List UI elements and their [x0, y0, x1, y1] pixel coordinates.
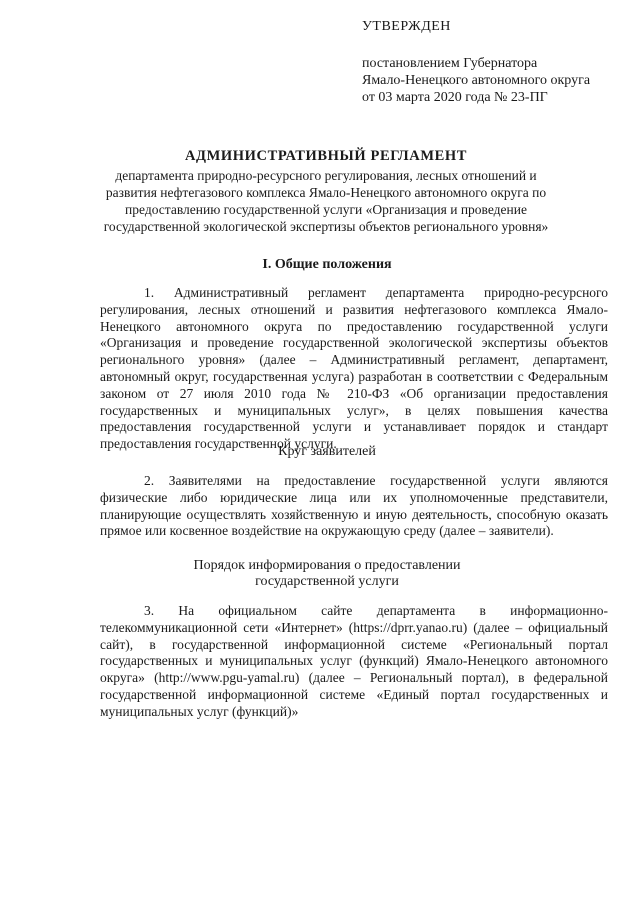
- section-heading-applicants: Круг заявителей: [278, 444, 376, 459]
- approval-block: [362, 18, 622, 106]
- approval-line-3: от 03 марта 2020 года № 23-ПГ: [362, 90, 548, 105]
- document-title: АДМИНИСТРАТИВНЫЙ РЕГЛАМЕНТ: [184, 148, 468, 164]
- section-heading-general: I. Общие положения: [262, 257, 392, 272]
- paragraph-3: 3. На официальном сайте департамента в информационно-телекоммуникационной сети «Интернет» (https://dprr.yanao.ru) (далее – официальный сайт), в государственной информационной системе «Региональный портал государственных и муниципальных услуг (функций) Ямало-Ненецкого автономного округа» (http://www.pgu-yamal.ru) (далее – Региональный портал), в федеральной государственной информационной системе «Единый портал государственных и муниципальных услуг (функций)»: [100, 603, 608, 719]
- section-heading-informing-1: Порядок информирования о предоставлении: [193, 558, 461, 573]
- approval-line-2: Ямало-Ненецкого автономного округа: [362, 73, 591, 88]
- section-heading-informing-2: государственной услуги: [255, 574, 399, 589]
- approval-stamp: УТВЕРЖДЕН: [362, 19, 451, 34]
- paragraph-1: 1. Административный регламент департамента природно-ресурсного регулирования, лесных отношений и развития нефтегазового комплекса Ямало-Ненецкого автономного округа по предоставлению государственной услуги «Организация и проведение государственной экологической экспертизы объектов регионального уровня» (далее – Административный регламент, департамент, автономный округ, государственная услуга) разработан в соответствии с Федеральным законом от 27 июля 2010 года № 210-ФЗ «Об организации предоставления государственных и муниципальных услуг», в целях повышения качества предоставления государственной услуги и устанавливает порядок и стандарт предоставления государственной услуги.: [100, 285, 608, 452]
- document-subtitle: департамента природно-ресурсного регулирования, лесных отношений и развития нефтегазового комплекса Ямало-Ненецкого автономного округа по предоставлению государственной услуги «Организация и проведение государственной экологической экспертизы объектов регионального уровня»: [103, 168, 549, 234]
- approval-line-1: постановлением Губернатора: [362, 56, 538, 71]
- paragraph-2: 2. Заявителями на предоставление государственной услуги являются физические либо юридические лица или их уполномоченные представители, планирующие осуществлять хозяйственную и иную деятельность, способную оказать прямое или косвенное воздействие на окружающую среду (далее – заявители).: [100, 473, 608, 539]
- document-title-block: [92, 148, 560, 235]
